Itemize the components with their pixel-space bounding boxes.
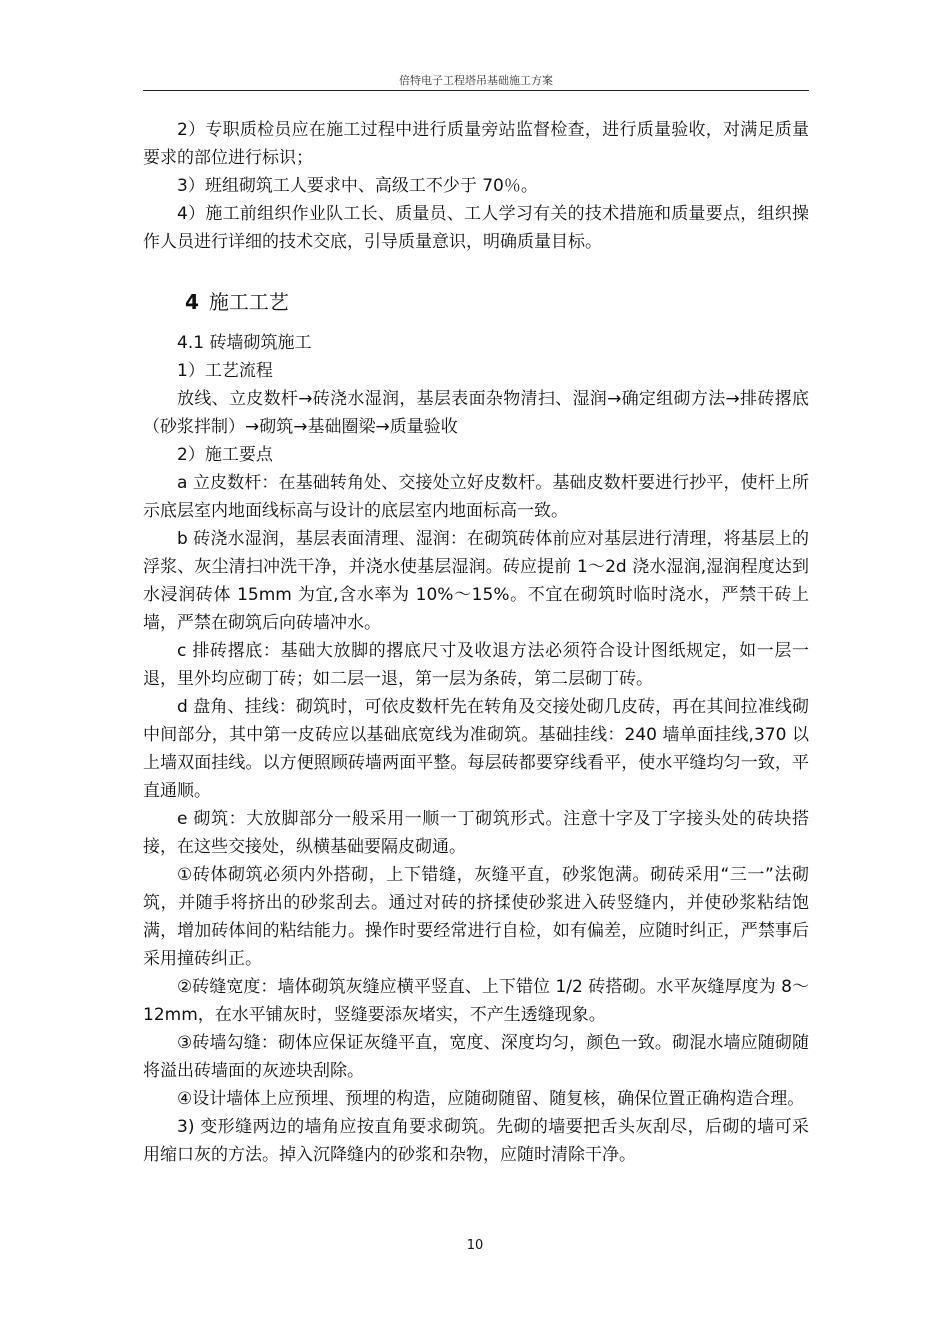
section-heading [143, 286, 809, 315]
paragraph: ④设计墙体上应预埋、预埋的构造，应随砌随留、随复核，确保位置正确构造合理。 [177, 1089, 805, 1109]
paragraph: 4）施工前组织作业队工长、质量员、工人学习有关的技术措施和质量要点，组织操作人员进行详细的技术交底，引导质量意识，明确质量目标。 [143, 204, 809, 252]
header-rule [143, 90, 809, 91]
paragraph: 3) 变形缝两边的墙角应按直角要求砌筑。先砌的墙要把舌头灰刮尽，后砌的墙可采用缩口灰的方法。掉入沉降缝内的砂浆和杂物，应随时清除干净。 [143, 1117, 809, 1165]
paragraph: ②砖缝宽度：墙体砌筑灰缝应横平竖直、上下错位 1/2 砖搭砌。水平灰缝厚度为 8～12mm，在水平铺灰时，竖缝要添灰堵实，不产生透缝现象。 [143, 977, 809, 1025]
paragraph: ①砖体砌筑必须内外搭砌，上下错缝，灰缝平直，砂浆饱满。砌砖采用“三一”法砌筑，并随手将挤出的砂浆刮去。通过对砖的挤揉使砂浆进入砖竖缝内，并使砂浆粘结饱满，增加砖体间的粘结能力。操作时要经常进行自检，如有偏差，应随时纠正，严禁事后采用撞砖纠正。 [143, 865, 809, 969]
running-header: 倍特电子工程塔吊基础施工方案 [399, 74, 553, 87]
paragraph: 3）班组砌筑工人要求中、高级工不少于 70％。 [177, 176, 538, 196]
section-title: 施工工艺 [208, 290, 289, 314]
section-number: 4 [185, 290, 199, 314]
paragraph: 2）施工要点 [177, 445, 273, 465]
paragraph: d 盘角、挂线：砌筑时，可依皮数杆先在转角及交接处砌几皮砖，再在其间拉准线砌中间部分，其中第一皮砖应以基础底宽线为准砌筑。基础挂线：240 墙单面挂线,370 以上墙双面挂线。以方便照顾砖墙两面平整。每层砖都要穿线看平，使水平缝均匀一致，平直通顺。 [143, 697, 809, 801]
paragraph: c 排砖撂底：基础大放脚的撂底尺寸及收退方法必须符合设计图纸规定，如一层一退，里外均应砌丁砖；如二层一退，第一层为条砖，第二层砌丁砖。 [143, 641, 809, 689]
subsection-heading: 4.1 砖墙砌筑施工 [177, 333, 312, 353]
paragraph: a 立皮数杆：在基础转角处、交接处立好皮数杆。基础皮数杆要进行抄平，使杆上所示底层室内地面线标高与设计的底层室内地面标高一致。 [143, 473, 809, 521]
paragraph: 放线、立皮数杆→砖浇水湿润，基层表面杂物清扫、湿润→确定组砌方法→排砖撂底（砂浆拌制）→砌筑→基础圈梁→质量验收 [143, 389, 809, 437]
paragraph: 1）工艺流程 [177, 361, 273, 381]
paragraph: b 砖浇水湿润，基层表面清理、湿润：在砌筑砖体前应对基层进行清理，将基层上的浮浆、灰尘清扫冲洗干净，并浇水使基层湿润。砖应提前 1～2d 浇水湿润,湿润程度达到水浸润砖体 15mm 为宜,含水率为 10%～15%。不宜在砌筑时临时浇水，严禁干砖上墙，严禁在砌筑后向砖墙冲水。 [143, 529, 809, 633]
paragraph: e 砌筑：大放脚部分一般采用一顺一丁砌筑形式。注意十字及丁字接头处的砖块搭接，在这些交接处，纵横基础要隔皮砌通。 [143, 809, 809, 857]
page-body [143, 116, 809, 1169]
paragraph: 2）专职质检员应在施工过程中进行质量旁站监督检查，进行质量验收，对满足质量要求的部位进行标识； [143, 120, 809, 168]
page-number: 10 [466, 1238, 484, 1253]
paragraph: ③砖墙勾缝：砌体应保证灰缝平直，宽度、深度均匀，颜色一致。砌混水墙应随砌随将溢出砖墙面的灰迹块刮除。 [143, 1033, 809, 1081]
